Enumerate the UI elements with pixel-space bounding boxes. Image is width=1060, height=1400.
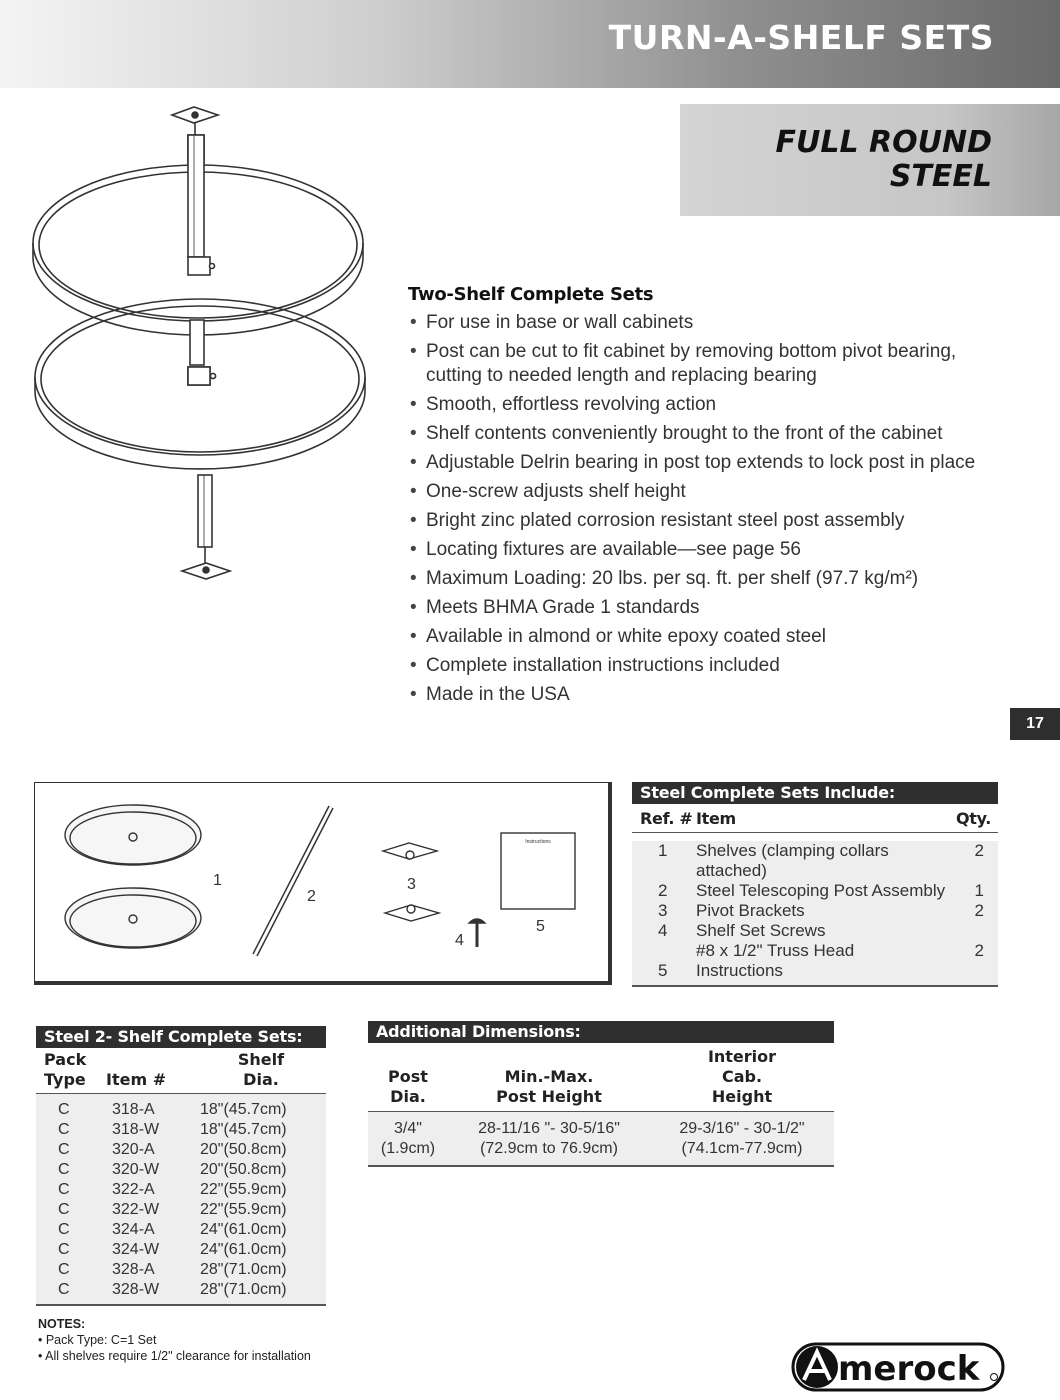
notes-title: NOTES: [38, 1317, 86, 1331]
cell-dia: 18"(45.7cm) [200, 1121, 287, 1138]
feature-item: • Available in almond or white epoxy coated steel [408, 625, 1008, 649]
feature-item: • Post can be cut to fit cabinet by removing bottom pivot bearing, cutting to needed length and replacing bearing [408, 340, 1008, 388]
cell-item: Shelves (clamping collars attached) [696, 841, 889, 880]
col-post-line-1: Post [388, 1067, 428, 1086]
table-row [36, 1100, 326, 1120]
includes-header-row [632, 804, 998, 833]
cell-ref: 2 [658, 881, 668, 900]
col-height-line-2: Post Height [496, 1087, 602, 1106]
parts-diagram-drawing [35, 783, 609, 982]
table-row [36, 1260, 326, 1280]
table-row [36, 1200, 326, 1220]
page-title: TURN-A-SHELF SETS [608, 18, 994, 57]
cell-ref: 3 [658, 901, 668, 920]
part-shelf-bottom [65, 888, 201, 948]
cell-item: Shelf Set Screws [696, 921, 826, 940]
cell-pack: C [58, 1141, 70, 1158]
table-row [368, 1119, 834, 1139]
part-label: 4 [455, 932, 464, 949]
cell-item: #8 x 1/2" Truss Head [696, 941, 855, 960]
cell-item-number: 324-A [112, 1221, 155, 1238]
cell-dia: 18"(45.7cm) [200, 1101, 287, 1118]
dimensions-table [368, 1021, 834, 1167]
cell-pack: C [58, 1161, 70, 1178]
table-row [36, 1180, 326, 1200]
instructions-sheet-label: Instructions [525, 839, 551, 845]
cell-item-number: 322-W [112, 1201, 160, 1218]
cell-dia: 22"(55.9cm) [200, 1201, 287, 1218]
feature-item: • Bright zinc plated corrosion resistant steel post assembly [408, 509, 1008, 533]
feature-item: • Meets BHMA Grade 1 standards [408, 596, 1008, 620]
table-row [632, 921, 998, 941]
cell-pack: C [58, 1281, 70, 1298]
cell-ref: 4 [658, 921, 668, 940]
part-screw [469, 919, 485, 923]
cell-item-number: 318-A [112, 1101, 155, 1118]
part-label: 5 [536, 918, 545, 935]
cell-post: (1.9cm) [380, 1140, 436, 1157]
table-row [36, 1160, 326, 1180]
col-cab-line-1: Interior [707, 1047, 777, 1066]
part-label: 1 [213, 872, 222, 889]
feature-item: • For use in base or wall cabinets [408, 311, 1008, 335]
includes-table [632, 782, 998, 987]
col-height-line-1: Min.-Max. [504, 1067, 594, 1086]
table-row [36, 1120, 326, 1140]
col-item: Item [696, 809, 736, 828]
col-post-dia [368, 1067, 448, 1107]
product-illustration [22, 105, 382, 585]
cell-item-number: 320-W [112, 1161, 160, 1178]
table-row [36, 1220, 326, 1240]
sets-header-row [36, 1048, 326, 1094]
col-cab-line-3: Height [711, 1087, 773, 1106]
table-row [36, 1140, 326, 1160]
cell-pack: C [58, 1221, 70, 1238]
cell-dia: 24"(61.0cm) [200, 1241, 287, 1258]
lower-post [198, 475, 212, 547]
col-cab-height [650, 1047, 834, 1107]
table-row [632, 841, 998, 881]
cell-cab: 29-3/16" - 30-1/2" [679, 1120, 805, 1137]
feature-item: • Complete installation instructions included [408, 654, 1008, 678]
part-shelf-top [65, 805, 201, 865]
feature-item: • Shelf contents conveniently brought to the front of the cabinet [408, 422, 1008, 446]
cell-ref: 5 [658, 961, 668, 980]
col-ref: Ref. # [640, 809, 693, 828]
feature-item: • Locating fixtures are available—see page 56 [408, 538, 1008, 562]
cell-item-number: 324-W [112, 1241, 160, 1258]
table-row [632, 901, 998, 921]
cell-pack: C [58, 1241, 70, 1258]
cell-ref [640, 941, 696, 961]
cell-item: Instructions [696, 961, 783, 980]
col-pack-line-2: Type [44, 1070, 86, 1089]
table-row [368, 1139, 834, 1159]
cell-qty: 2 [974, 841, 984, 860]
part-label: 2 [307, 888, 316, 905]
col-post-height [448, 1067, 650, 1107]
feature-item: • Made in the USA [408, 683, 1008, 707]
cell-height: 28-11/16 "- 30-5/16" [478, 1120, 620, 1137]
table-row [36, 1280, 326, 1300]
dimensions-title: Additional Dimensions: [368, 1021, 834, 1043]
features-section [408, 284, 1008, 712]
amerock-logo [790, 1340, 1008, 1396]
cell-item-number: 322-A [112, 1181, 155, 1198]
cell-pack: C [58, 1101, 70, 1118]
sets-title: Steel 2- Shelf Complete Sets: [36, 1026, 326, 1048]
cell-dia: 24"(61.0cm) [200, 1221, 287, 1238]
col-item-number: Item # [106, 1070, 167, 1089]
sets-body [36, 1094, 326, 1306]
cell-pack: C [58, 1261, 70, 1278]
table-row [632, 941, 998, 961]
sets-table [36, 1026, 326, 1306]
subtitle-line-1: FULL ROUND [775, 125, 992, 160]
feature-item: • Maximum Loading: 20 lbs. per sq. ft. per shelf (97.7 kg/m²) [408, 567, 1008, 591]
cell-dia: 20"(50.8cm) [200, 1141, 287, 1158]
cell-qty: 1 [974, 881, 984, 900]
cell-qty: 2 [974, 901, 984, 920]
col-cab-line-2: Cab. [721, 1067, 763, 1086]
cell-item-number: 328-W [112, 1281, 160, 1298]
cell-item-number: 320-A [112, 1141, 155, 1158]
cell-height: (72.9cm to 76.9cm) [480, 1140, 618, 1157]
header-band [0, 0, 1060, 88]
feature-item: • One-screw adjusts shelf height [408, 480, 1008, 504]
parts-diagram [34, 782, 612, 985]
col-shelf-dia [196, 1050, 326, 1090]
cell-dia: 20"(50.8cm) [200, 1161, 287, 1178]
notes [38, 1316, 311, 1364]
cell-qty [956, 921, 990, 941]
feature-item: • Adjustable Delrin bearing in post top extends to lock post in place [408, 451, 1008, 475]
feature-item: • Smooth, effortless revolving action [408, 393, 1008, 417]
includes-title: Steel Complete Sets Include: [632, 782, 998, 804]
cell-pack: C [58, 1121, 70, 1138]
dimensions-body [368, 1112, 834, 1167]
col-pack-type [36, 1050, 106, 1090]
page-subtitle [775, 126, 992, 194]
cell-item-number: 318-W [112, 1121, 160, 1138]
part-label: 3 [407, 876, 416, 893]
cell-item-number: 328-A [112, 1261, 155, 1278]
col-post-line-2: Dia. [390, 1087, 426, 1106]
col-qty: Qty. [956, 809, 992, 828]
cell-pack: C [58, 1181, 70, 1198]
subtitle-line-2: STEEL [889, 159, 992, 194]
includes-body [632, 841, 998, 987]
cell-dia: 28"(71.0cm) [200, 1281, 287, 1298]
table-row [36, 1240, 326, 1260]
col-pack-line-1: Pack [44, 1050, 87, 1069]
note-item: • All shelves require 1/2" clearance for installation [38, 1349, 311, 1363]
table-row [632, 961, 998, 981]
col-dia-line-1: Shelf [237, 1050, 285, 1069]
dimensions-header-row [368, 1043, 834, 1112]
cell-pack: C [58, 1201, 70, 1218]
cell-dia: 22"(55.9cm) [200, 1181, 287, 1198]
cell-cab: (74.1cm-77.9cm) [681, 1140, 803, 1157]
features-heading: Two-Shelf Complete Sets [408, 284, 654, 305]
table-row [632, 881, 998, 901]
cell-item: Pivot Brackets [696, 901, 805, 920]
subtitle-band [680, 104, 1060, 216]
cell-dia: 28"(71.0cm) [200, 1261, 287, 1278]
cell-item: Steel Telescoping Post Assembly [696, 881, 946, 900]
page-number-tab: 17 [1010, 708, 1060, 740]
cell-qty [956, 961, 990, 981]
col-dia-line-2: Dia. [243, 1070, 279, 1089]
note-item: • Pack Type: C=1 Set [38, 1333, 157, 1347]
cell-post: 3/4" [394, 1120, 422, 1137]
cell-qty: 2 [974, 941, 984, 960]
feature-list [408, 311, 1008, 707]
cell-ref: 1 [658, 841, 668, 860]
logo-wordmark: merock [838, 1349, 980, 1389]
